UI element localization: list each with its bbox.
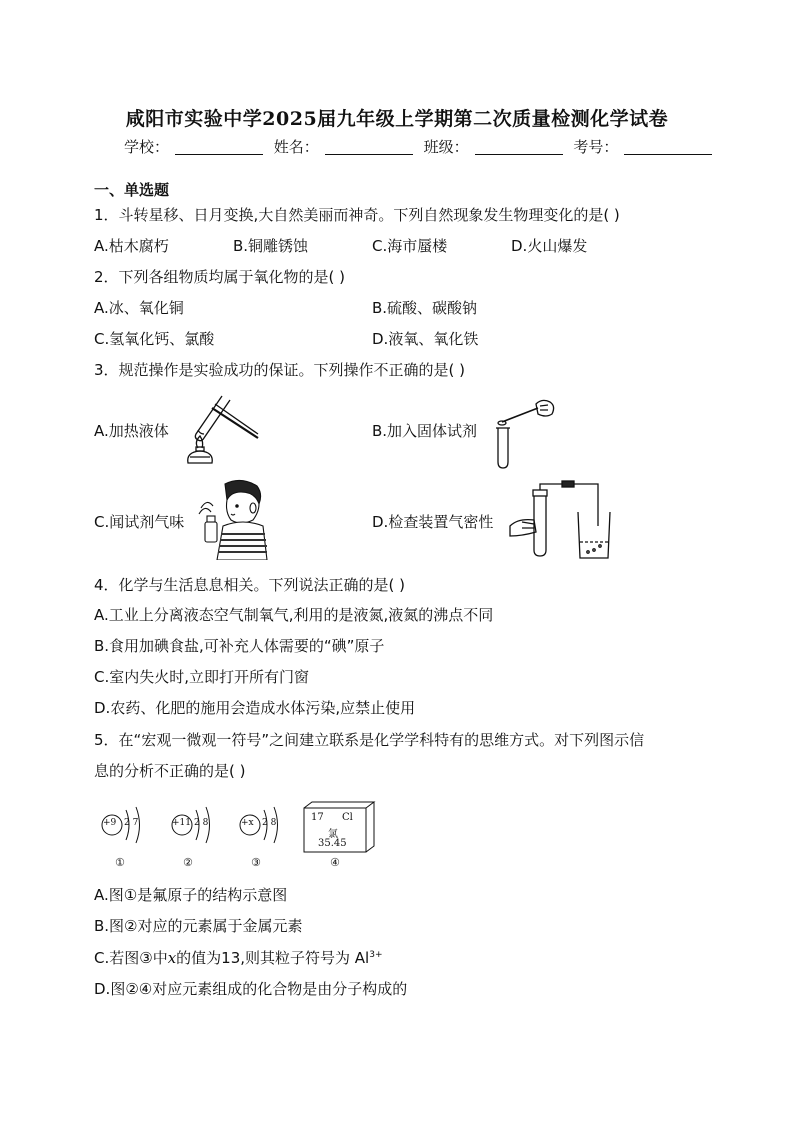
q2-stem: 2．下列各组物质均属于氧化物的是( ) [94,268,346,286]
q4-option-b: B.食用加碘食盐,可补充人体需要的“碘”原子 [94,637,385,655]
q5-option-d: D.图②④对应元素组成的化合物是由分子构成的 [94,980,408,998]
atom1-shells: 2 7 [124,818,139,828]
q1-option-a: A.枯木腐朽 [94,237,169,255]
atom2-nucleus: +11 [172,818,191,828]
atomic-structure-figure [98,800,388,872]
school-blank [175,140,263,155]
q4-stem: 4．化学与生活息息相关。下列说法正确的是( ) [94,576,406,594]
airtightness-check-figure [508,480,612,560]
q3-option-c: C.闻试剂气味 [94,513,185,531]
school-label: 学校： [124,138,170,156]
q2-option-c: C.氢氧化钙、氯酸 [94,330,215,348]
figure-label-1: ① [115,856,125,869]
atom2-shells: 2 8 [194,818,209,828]
name-blank [325,140,413,155]
q2-option-d: D.液氧、氧化铁 [372,330,479,348]
section-heading: 一、单选题 [94,181,170,199]
element-number: 17 [311,812,324,823]
number-label: 考号： [573,138,619,156]
q5-option-a: A.图①是氟原子的结构示意图 [94,886,288,904]
number-blank [624,140,712,155]
atom3-nucleus: +x [241,818,254,828]
q3-stem: 3．规范操作是实验成功的保证。下列操作不正确的是( ) [94,361,466,379]
q5-option-c-text: 的值为13,则其粒子符号为 Al [176,949,370,967]
q4-option-a: A.工业上分离液态空气制氧气,利用的是液氮,液氮的沸点不同 [94,606,494,624]
q4-option-c: C.室内失火时,立即打开所有门窗 [94,668,310,686]
q1-stem: 1．斗转星移、日月变换,大自然美丽而神奇。下列自然现象发生物理变化的是( ) [94,206,620,224]
q5-option-c-prefix: C.若图③中 [94,949,168,967]
q3-option-b: B.加入固体试剂 [372,422,478,440]
class-label: 班级： [423,138,469,156]
atomic-diagram-lines [98,800,388,872]
q5-stem-line1: 5．在“宏观一微观一符号”之间建立联系是化学学科特有的思维方式。对下列图示信 [94,731,645,749]
class-blank [475,140,563,155]
q4-option-d: D.农药、化肥的施用会造成水体污染,应禁止使用 [94,699,416,717]
q3-option-d: D.检查装置气密性 [372,513,494,531]
student-info-line [124,136,718,157]
figure-label-3: ③ [251,856,261,869]
q3-option-a: A.加热液体 [94,422,169,440]
element-symbol: Cl [342,812,353,823]
q2-option-b: B.硫酸、碳酸钠 [372,299,478,317]
figure-label-2: ② [183,856,193,869]
q5-option-c [94,948,383,968]
smelling-reagent-figure [197,478,269,560]
element-name: 氯 [328,829,338,840]
q2-option-a: A.冰、氧化铜 [94,299,184,317]
element-mass: 35.45 [318,838,347,849]
page-title: 咸阳市实验中学2025届九年级上学期第二次质量检测化学试卷 [125,108,669,130]
q5-stem-line2: 息的分析不正确的是( ) [94,762,246,780]
q1-option-c: C.海市蜃楼 [372,237,448,255]
atom3-shells: 2 8 [262,818,277,828]
figure-label-4: ④ [330,856,340,869]
q1-option-d: D.火山爆发 [511,237,588,255]
q1-option-b: B.铜雕锈蚀 [233,237,309,255]
q5-option-b: B.图②对应的元素属于金属元素 [94,917,303,935]
adding-solid-figure [490,392,560,470]
atom1-nucleus: +9 [103,818,117,828]
name-label: 姓名： [273,138,319,156]
q5-option-c-charge: 3+ [369,950,383,960]
heating-liquid-figure [182,388,264,464]
q5-option-c-variable: x [167,949,177,967]
